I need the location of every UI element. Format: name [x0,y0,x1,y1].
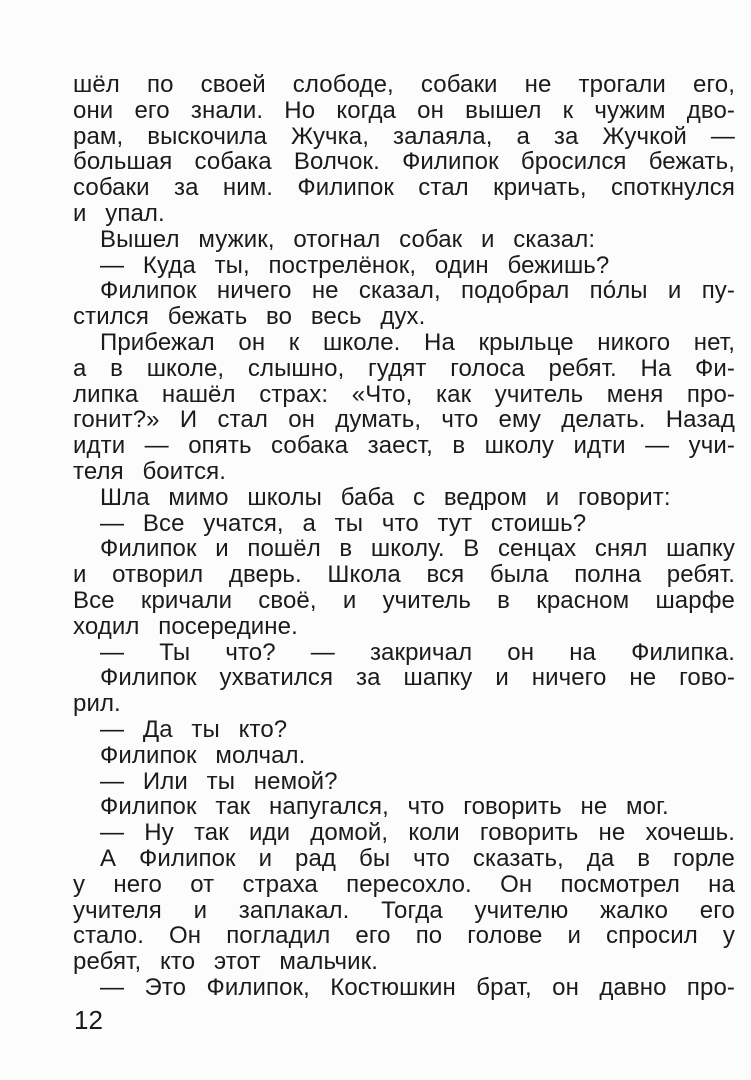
text-line: — Да ты кто? [100,715,288,743]
paragraph [73,253,735,279]
paragraph [73,278,735,330]
text-line: рам, выскочила Жучка, залаяла, а за Жучкой — [73,122,735,150]
paragraph [73,227,735,253]
text-line: собаки за ним. Филипок стал кричать, споткнулся [73,174,735,202]
paragraph [73,769,735,795]
text-line: они его знали. Но когда он вышел к чужим дво- [73,96,735,124]
text-line: большая собака Волчок. Филипок бросился бежать, [73,148,735,176]
paragraph [73,846,735,975]
story-text [73,72,735,1001]
text-line: Прибежал он к школе. На крыльце никого нет, [100,328,735,356]
text-line: гонит?» И стал он думать, что ему делать. Назад [73,406,735,434]
text-line: А Филипок и рад бы что сказать, да в горле [100,844,735,872]
paragraph [73,511,735,537]
text-line: идти — опять собака заест, в школу идти — учи- [73,432,735,460]
text-line: Вышел мужик, отогнал собак и сказал: [100,225,596,253]
paragraph [73,330,735,485]
paragraph [73,743,735,769]
text-line: рил. [73,690,121,718]
text-line: Филипок так напугался, что говорить не мог. [100,793,669,821]
paragraph [73,975,735,1001]
text-line: ребят, кто этот мальчик. [73,948,378,976]
paragraph [73,717,735,743]
text-line: Филипок и пошёл в школу. В сенцах снял шапку [100,535,735,563]
text-line: — Ты что? — закричал он на Филипка. [100,638,735,666]
text-line: у него от страха пересохло. Он посмотрел на [73,870,735,898]
text-line: учителя и заплакал. Тогда учителю жалко его [73,896,735,924]
text-line: — Или ты немой? [100,767,338,795]
text-line: теля боится. [73,457,227,485]
text-line: — Ну так иди домой, коли говорить не хочешь. [100,819,735,847]
text-line: а в школе, слышно, гудят голоса ребят. На Фи- [73,354,735,382]
text-line: и упал. [73,199,165,227]
text-line: Филипок молчал. [100,741,306,769]
text-line: Филипок ухватился за шапку и ничего не гово- [100,664,735,692]
text-line: ходил посередине. [73,612,298,640]
paragraph [73,820,735,846]
text-line: шёл по своей слободе, собаки не трогали его, [73,71,735,98]
text-line: и отворил дверь. Школа вся была полна ребят. [73,561,735,589]
paragraph [73,794,735,820]
text-line: липка нашёл страх: «Что, как учитель меня про- [73,380,735,408]
text-line: стало. Он погладил его по голове и спросил у [73,922,735,950]
paragraph [73,640,735,666]
paragraph [73,72,735,227]
text-line: Все кричали своё, и учитель в красном шарфе [73,586,735,614]
text-line: — Это Филипок, Костюшкин брат, он давно про- [100,973,735,1001]
text-line: Шла мимо школы баба с ведром и говорит: [100,483,671,511]
page-number: 12 [74,1005,103,1035]
text-line: стился бежать во весь дух. [73,303,426,331]
text-line: Филипок ничего не сказал, подобрал по́лы и пу- [100,277,735,305]
text-line: — Куда ты, пострелёнок, один бежишь? [100,251,610,279]
paragraph [73,665,735,717]
text-line: — Все учатся, а ты что тут стоишь? [100,509,587,537]
paragraph [73,536,735,639]
paragraph [73,485,735,511]
